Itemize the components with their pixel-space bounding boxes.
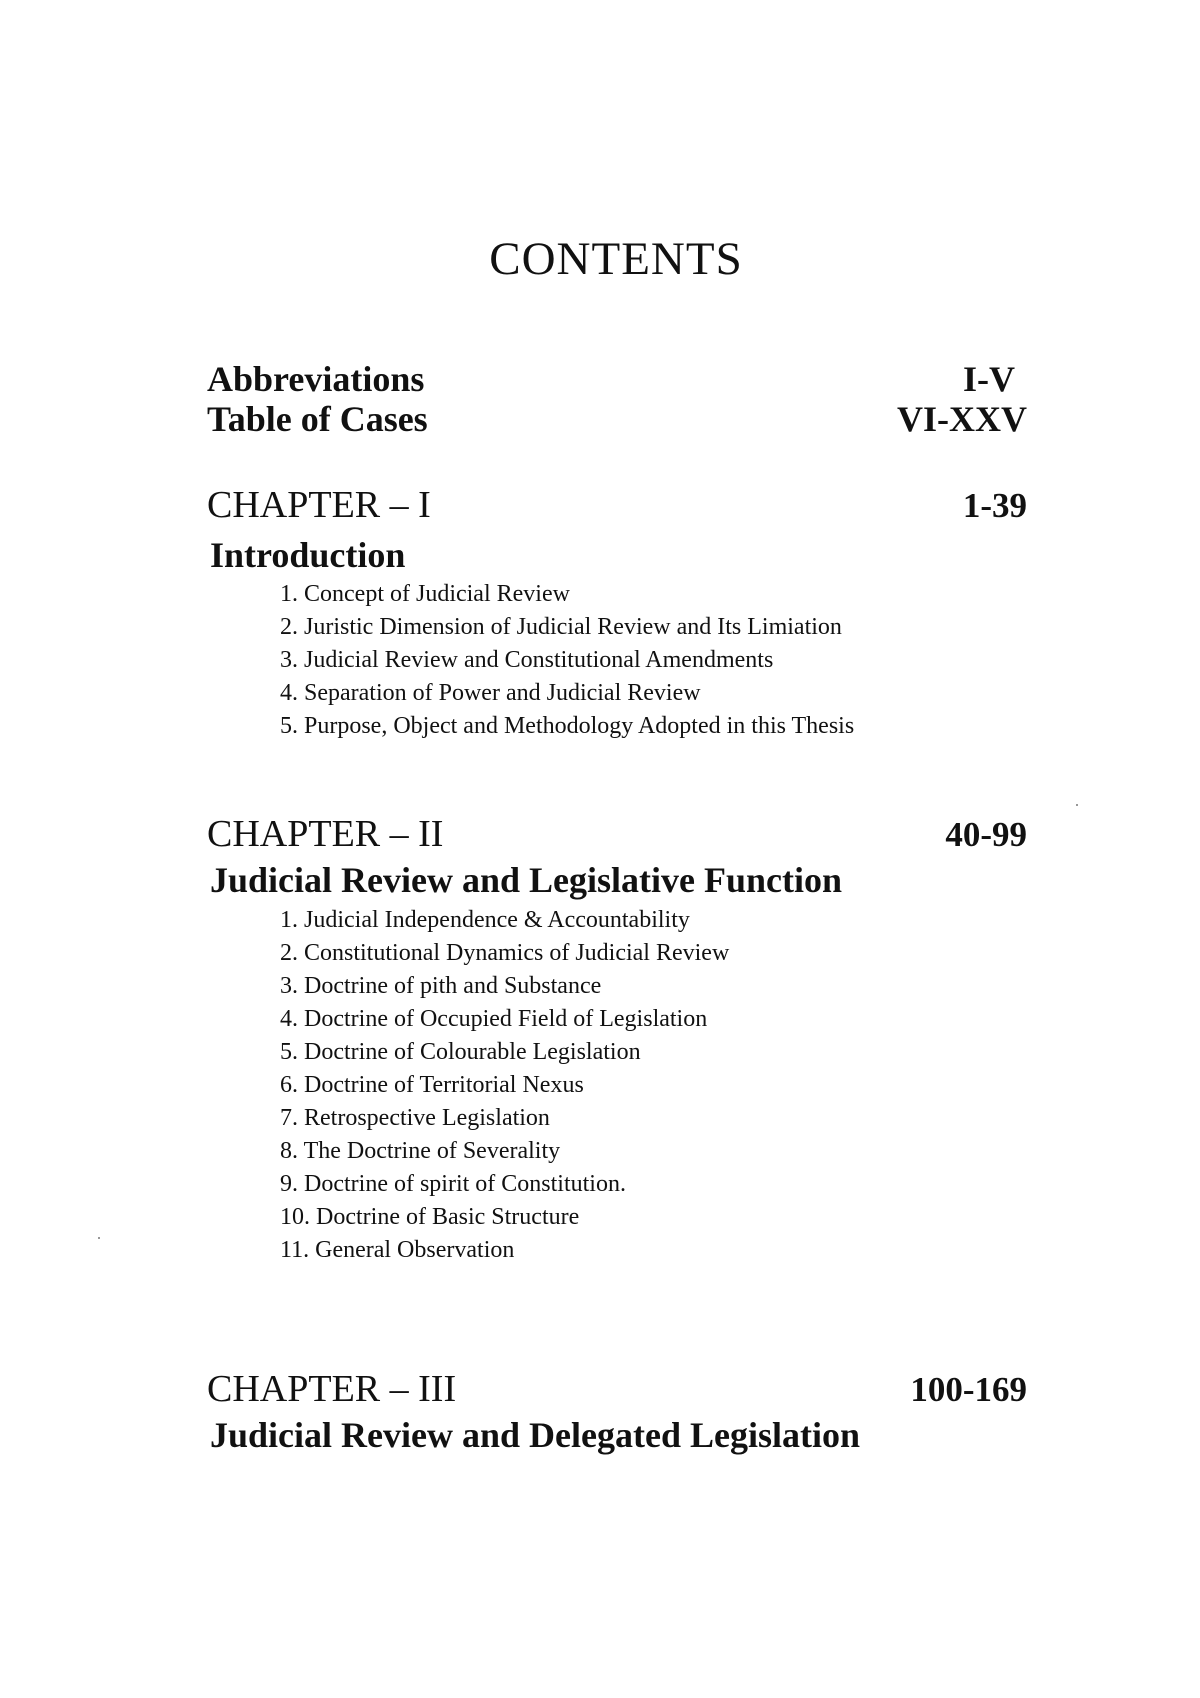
section-item: 7. Retrospective Legislation [280,1105,550,1131]
section-item: 4. Doctrine of Occupied Field of Legislation [280,1006,708,1032]
chapter-3-row [207,1368,1027,1411]
chapter-label: CHAPTER – I [207,484,431,526]
toc-entry-pages: VI-XXV [897,399,1027,439]
chapter-pages: 40-99 [945,815,1027,854]
section-item: 9. Doctrine of spirit of Constitution. [280,1171,626,1197]
section-item: 1. Concept of Judicial Review [280,581,570,607]
scan-speck [1076,804,1078,806]
toc-entry-abbreviations [207,358,1027,400]
scan-speck [98,1237,100,1239]
section-item: 3. Judicial Review and Constitutional Amendments [280,647,774,673]
chapter-pages: 100-169 [910,1370,1027,1409]
chapter-2-sections [280,904,729,1267]
section-item: 10. Doctrine of Basic Structure [280,1204,580,1230]
section-item: 3. Doctrine of pith and Substance [280,973,602,999]
chapter-1-sections [280,578,854,743]
toc-entry-label: Abbreviations [207,359,425,399]
section-item: 8. The Doctrine of Severality [280,1138,561,1164]
chapter-3-title: Judicial Review and Delegated Legislation [210,1415,860,1455]
chapter-pages: 1-39 [962,486,1027,525]
section-item: 11. General Observation [280,1237,515,1263]
chapter-1-row [207,484,1027,527]
page-title: CONTENTS [489,233,743,285]
section-item: 5. Doctrine of Colourable Legislation [280,1039,641,1065]
toc-entry-table-of-cases [207,398,1027,440]
chapter-2-title: Judicial Review and Legislative Function [210,860,843,900]
toc-entry-label: Table of Cases [207,399,428,439]
chapter-label: CHAPTER – III [207,1368,457,1410]
chapter-2-row [207,813,1027,856]
chapter-label: CHAPTER – II [207,813,444,855]
section-item: 5. Purpose, Object and Methodology Adopted in this Thesis [280,713,855,739]
section-item: 2. Constitutional Dynamics of Judicial Review [280,940,730,966]
section-item: 6. Doctrine of Territorial Nexus [280,1072,584,1098]
toc-entry-pages: I-V [963,359,1015,399]
section-item: 1. Judicial Independence & Accountability [280,907,690,933]
chapter-1-title: Introduction [210,535,406,575]
section-item: 4. Separation of Power and Judicial Review [280,680,701,706]
section-item: 2. Juristic Dimension of Judicial Review and Its Limiation [280,614,842,640]
